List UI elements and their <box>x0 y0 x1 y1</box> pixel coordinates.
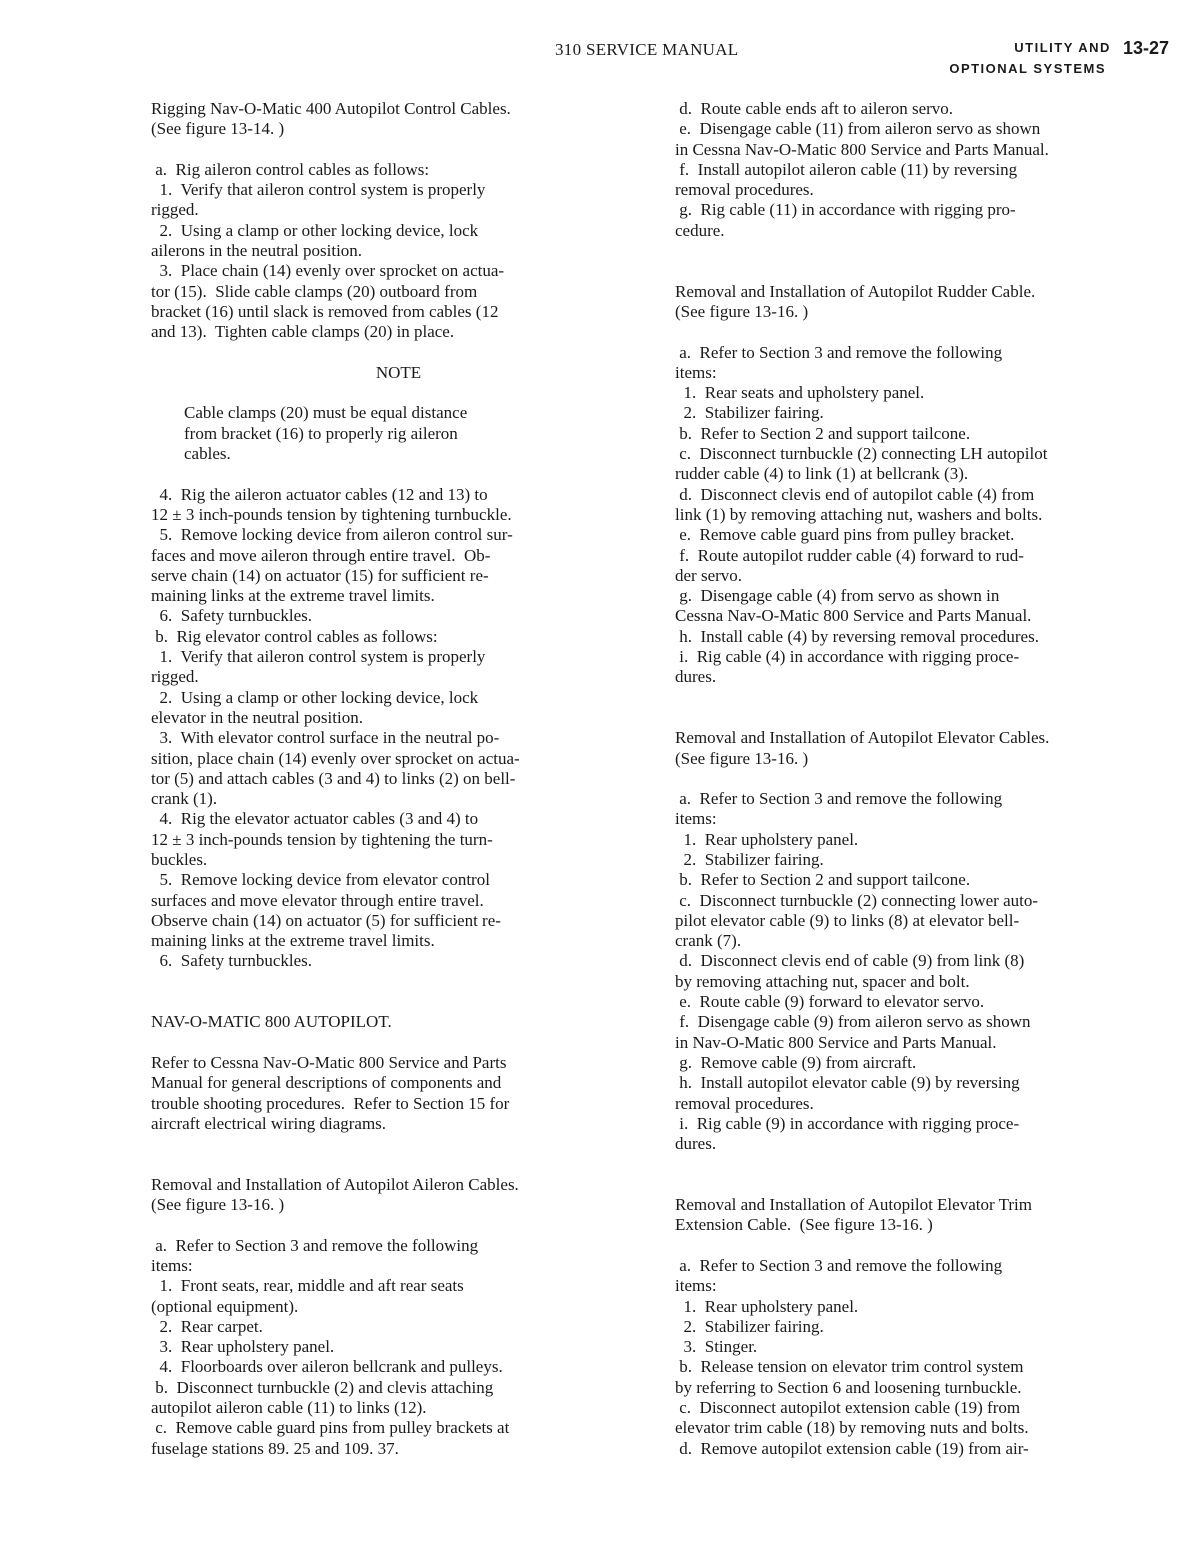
text-line: 1. Rear upholstery panel. <box>675 1296 859 1316</box>
text-line: 1. Verify that aileron control system is properly <box>151 647 486 667</box>
text-line: 3. Place chain (14) evenly over sprocket on actua- <box>151 261 505 281</box>
blank-line <box>151 464 646 484</box>
text-line: f. Route autopilot rudder cable (4) forward to rud- <box>675 545 1024 565</box>
text-line: 4. Rig the elevator actuator cables (3 and 4) to <box>151 809 479 829</box>
text-line: 1. Rear upholstery panel. <box>675 829 859 849</box>
text-line: buckles. <box>151 849 208 869</box>
text-line: der servo. <box>675 565 743 585</box>
text-line: aircraft electrical wiring diagrams. <box>151 1113 387 1133</box>
text-line: Extension Cable. (See figure 13-16. ) <box>675 1215 933 1235</box>
text-line: rigged. <box>151 667 199 687</box>
text-line: Observe chain (14) on actuator (5) for sufficient re- <box>151 910 501 930</box>
text-line: (See figure 13-16. ) <box>675 301 809 321</box>
text-line: elevator in the neutral position. <box>151 707 363 727</box>
text-line: d. Route cable ends aft to aileron servo. <box>675 99 954 118</box>
text-line: d. Remove autopilot extension cable (19) from air- <box>675 1438 1029 1458</box>
text-line: i. Rig cable (4) in accordance with rigging proce- <box>675 647 1020 667</box>
text-line: g. Rig cable (11) in accordance with rigging pro- <box>675 200 1016 220</box>
text-line: 1. Rear seats and upholstery panel. <box>675 383 925 403</box>
text-line: elevator trim cable (18) by removing nuts and bolts. <box>675 1418 1029 1438</box>
text-line: ailerons in the neutral position. <box>151 241 363 261</box>
text-line: 4. Rig the aileron actuator cables (12 and 13) to <box>151 484 488 504</box>
text-line: c. Disconnect turnbuckle (2) connecting lower auto- <box>675 890 1039 910</box>
text-line: items: <box>675 362 717 382</box>
blank-line <box>675 241 1185 261</box>
text-line: sition, place chain (14) evenly over sprocket on actua- <box>151 748 520 768</box>
text-line: a. Refer to Section 3 and remove the following <box>675 342 1003 362</box>
text-line: Removal and Installation of Autopilot Elevator Trim <box>675 1195 1032 1215</box>
blank-line <box>675 708 1185 728</box>
text-line: e. Route cable (9) forward to elevator servo. <box>675 992 985 1012</box>
text-line: b. Disconnect turnbuckle (2) and clevis attaching <box>151 1377 494 1397</box>
note-text-line: from bracket (16) to properly rig aileron <box>184 423 458 443</box>
text-line: dures. <box>675 1134 717 1154</box>
blank-line <box>675 769 1185 789</box>
note-text-line: Cable clamps (20) must be equal distance <box>184 403 468 423</box>
text-line: 2. Stabilizer fairing. <box>675 1316 824 1336</box>
text-line: Removal and Installation of Autopilot Rudder Cable. <box>675 281 1036 301</box>
text-line: items: <box>675 809 717 829</box>
text-line: and 13). Tighten cable clamps (20) in place. <box>151 322 455 342</box>
blank-line <box>151 992 646 1012</box>
text-line: c. Disconnect turnbuckle (2) connecting LH autopilot <box>675 444 1048 464</box>
text-line: 1. Verify that aileron control system is properly <box>151 180 486 200</box>
text-line: 2. Stabilizer fairing. <box>675 849 824 869</box>
blank-line <box>675 1236 1185 1256</box>
text-line: pilot elevator cable (9) to links (8) at elevator bell- <box>675 910 1020 930</box>
text-line: 6. Safety turnbuckles. <box>151 951 312 971</box>
text-line: 6. Safety turnbuckles. <box>151 606 312 626</box>
text-line: removal procedures. <box>675 180 814 200</box>
text-line: maining links at the extreme travel limits. <box>151 931 435 951</box>
text-line: b. Refer to Section 2 and support tailcone. <box>675 870 971 890</box>
text-line: NAV-O-MATIC 800 AUTOPILOT. <box>151 1012 392 1032</box>
blank-line <box>151 383 646 403</box>
text-line: by removing attaching nut, spacer and bolt. <box>675 971 970 991</box>
text-line: surfaces and move elevator through entire travel. <box>151 890 484 910</box>
text-line: dures. <box>675 667 717 687</box>
text-line: (See figure 13-14. ) <box>151 119 285 139</box>
text-line: 1. Front seats, rear, middle and aft rear seats <box>151 1276 464 1296</box>
text-line: f. Install autopilot aileron cable (11) by reversing <box>675 159 1018 179</box>
text-line: e. Disengage cable (11) from aileron servo as shown <box>675 119 1041 139</box>
note-heading: NOTE <box>375 362 422 382</box>
text-line: serve chain (14) on actuator (15) for sufficient re- <box>151 565 489 585</box>
text-line: a. Refer to Section 3 and remove the following <box>675 1255 1003 1275</box>
blank-line <box>675 322 1185 342</box>
text-line: (See figure 13-16. ) <box>675 748 809 768</box>
blank-line <box>151 343 646 363</box>
text-line: 5. Remove locking device from elevator control <box>151 870 490 890</box>
right-column <box>675 99 1185 1459</box>
text-line: items: <box>151 1255 193 1275</box>
text-line: maining links at the extreme travel limits. <box>151 586 435 606</box>
text-line: b. Refer to Section 2 and support tailcone. <box>675 423 971 443</box>
text-line: crank (1). <box>151 789 218 809</box>
text-line: bracket (16) until slack is removed from cables (12 <box>151 301 499 321</box>
blank-line <box>151 1033 646 1053</box>
section-title: UTILITY AND <box>1014 40 1111 55</box>
text-line: by referring to Section 6 and loosening turnbuckle. <box>675 1377 1022 1397</box>
text-line: 2. Using a clamp or other locking device, lock <box>151 220 479 240</box>
text-line: (optional equipment). <box>151 1296 299 1316</box>
text-line: Manual for general descriptions of components and <box>151 1073 502 1093</box>
blank-line <box>675 1175 1185 1195</box>
text-line: i. Rig cable (9) in accordance with rigging proce- <box>675 1113 1020 1133</box>
text-line: b. Release tension on elevator trim control system <box>675 1357 1024 1377</box>
text-line: autopilot aileron cable (11) to links (12). <box>151 1398 427 1417</box>
text-line: Removal and Installation of Autopilot Aileron Cables. <box>151 1174 519 1194</box>
text-line: 2. Stabilizer fairing. <box>675 403 824 423</box>
text-line: Rigging Nav-O-Matic 400 Autopilot Control Cables. <box>151 99 511 118</box>
text-line: 2. Rear carpet. <box>151 1316 263 1336</box>
text-line: rudder cable (4) to link (1) at bellcrank (3). <box>675 464 969 484</box>
text-line: d. Disconnect clevis end of cable (9) from link (8) <box>675 951 1025 971</box>
text-line: g. Disengage cable (4) from servo as shown in <box>675 586 1000 606</box>
text-line: e. Remove cable guard pins from pulley bracket. <box>675 525 1015 545</box>
text-line: 2. Using a clamp or other locking device, lock <box>151 687 479 707</box>
text-line: cedure. <box>675 220 725 240</box>
text-line: tor (5) and attach cables (3 and 4) to links (2) on bell- <box>151 768 516 788</box>
text-line: c. Remove cable guard pins from pulley brackets at <box>151 1418 510 1438</box>
text-line: a. Rig aileron control cables as follows: <box>151 159 430 179</box>
text-line: Cessna Nav-O-Matic 800 Service and Parts Manual. <box>675 606 1032 626</box>
text-line: rigged. <box>151 200 199 220</box>
blank-line <box>151 1215 646 1235</box>
text-line: faces and move aileron through entire travel. Ob- <box>151 545 491 565</box>
text-line: a. Refer to Section 3 and remove the following <box>675 789 1003 809</box>
text-line: crank (7). <box>675 931 742 951</box>
text-line: fuselage stations 89. 25 and 109. 37. <box>151 1438 399 1458</box>
text-line: removal procedures. <box>675 1093 814 1113</box>
blank-line <box>151 140 646 160</box>
subsection-title: OPTIONAL SYSTEMS <box>949 61 1106 76</box>
text-line: a. Refer to Section 3 and remove the following <box>151 1235 479 1255</box>
page-number: 13-27 <box>1122 38 1169 58</box>
text-line: trouble shooting procedures. Refer to Section 15 for <box>151 1093 510 1113</box>
text-line: f. Disengage cable (9) from aileron servo as shown <box>675 1012 1031 1032</box>
text-line: d. Disconnect clevis end of autopilot cable (4) from <box>675 484 1035 504</box>
text-line: b. Rig elevator control cables as follows: <box>151 626 438 646</box>
text-line: in Nav-O-Matic 800 Service and Parts Manual. <box>675 1032 997 1052</box>
text-line: link (1) by removing attaching nut, washers and bolts. <box>675 504 1043 524</box>
text-line: 3. Stinger. <box>675 1337 758 1357</box>
page-header-right <box>949 38 1169 76</box>
manual-title: 310 SERVICE MANUAL <box>555 40 739 59</box>
text-line: tor (15). Slide cable clamps (20) outboard from <box>151 281 478 301</box>
blank-line <box>151 1134 646 1154</box>
text-line: c. Disconnect autopilot extension cable (19) from <box>675 1398 1021 1417</box>
text-line: Refer to Cessna Nav-O-Matic 800 Service and Parts <box>151 1052 507 1072</box>
blank-line <box>151 1154 646 1174</box>
text-line: in Cessna Nav-O-Matic 800 Service and Parts Manual. <box>675 139 1049 159</box>
blank-line <box>675 1154 1185 1174</box>
text-line: h. Install autopilot elevator cable (9) by reversing <box>675 1073 1020 1093</box>
text-line: g. Remove cable (9) from aircraft. <box>675 1052 917 1072</box>
text-line: 5. Remove locking device from aileron control sur- <box>151 525 513 545</box>
left-column <box>151 99 646 1459</box>
text-line: 3. Rear upholstery panel. <box>151 1337 335 1357</box>
text-line: h. Install cable (4) by reversing removal procedures. <box>675 626 1039 646</box>
blank-line <box>675 688 1185 708</box>
text-line: 12 ± 3 inch-pounds tension by tightening turnbuckle. <box>151 504 512 524</box>
text-line: 3. With elevator control surface in the neutral po- <box>151 728 500 748</box>
text-line: 4. Floorboards over aileron bellcrank and pulleys. <box>151 1357 503 1377</box>
blank-line <box>675 261 1185 281</box>
text-line: 12 ± 3 inch-pounds tension by tightening the turn- <box>151 829 493 849</box>
text-line: Removal and Installation of Autopilot Elevator Cables. <box>675 728 1050 748</box>
note-text-line: cables. <box>184 444 231 464</box>
blank-line <box>151 972 646 992</box>
text-line: (See figure 13-16. ) <box>151 1195 285 1215</box>
text-line: items: <box>675 1276 717 1296</box>
